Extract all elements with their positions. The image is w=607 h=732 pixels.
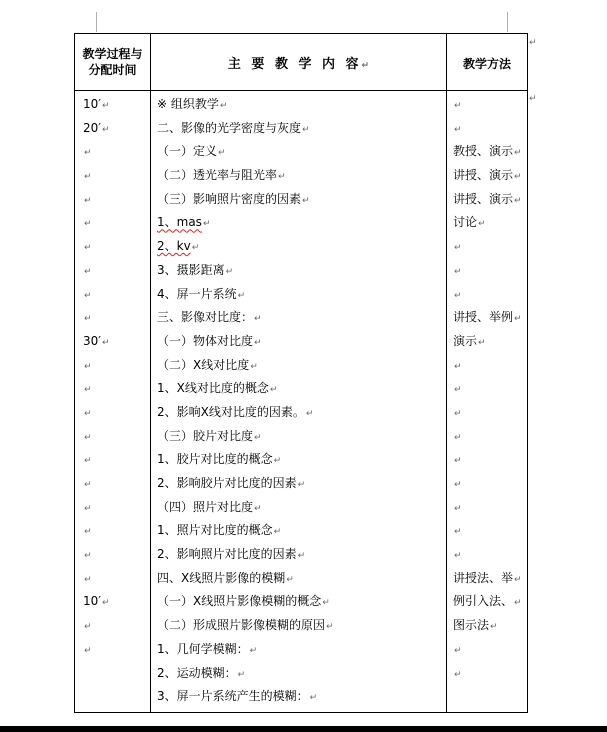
method-line <box>447 117 527 141</box>
paragraph-mark-icon: ↵ <box>322 598 330 609</box>
method-line-text: 讲授、演示 <box>453 191 514 206</box>
content-line <box>151 330 446 354</box>
paragraph-mark-icon: ↵ <box>478 337 486 348</box>
paragraph-mark-icon: ↵ <box>250 361 258 372</box>
method-line <box>447 259 527 283</box>
time-line <box>75 496 150 520</box>
paragraph-mark-icon: ↵ <box>478 219 486 230</box>
paragraph-mark-icon: ↵ <box>102 101 110 111</box>
method-line-text: 讨论 <box>453 215 478 230</box>
method-line <box>447 638 527 662</box>
header-method-cell <box>447 34 528 91</box>
paragraph-mark-icon: ↵ <box>454 645 462 656</box>
paragraph-mark-icon: ↵ <box>454 669 462 680</box>
paragraph-mark-icon: ↵ <box>514 574 522 585</box>
content-line <box>151 685 446 709</box>
content-line-text: 1、几何学模糊： <box>157 641 249 656</box>
paragraph-mark-icon: ↵ <box>84 622 92 633</box>
paragraph-mark-icon: ↵ <box>529 94 537 104</box>
time-line <box>75 472 150 496</box>
time-line <box>75 425 150 449</box>
method-line <box>447 354 527 378</box>
time-column <box>75 91 151 713</box>
method-line <box>447 662 527 686</box>
content-line-text: 2、运动模糊： <box>157 665 237 680</box>
paragraph-mark-icon: ↵ <box>84 432 92 443</box>
content-line <box>151 164 446 188</box>
time-line-text: 10′ <box>83 97 101 111</box>
paragraph-mark-icon: ↵ <box>84 290 92 301</box>
method-line-text: 教授、演示 <box>453 144 514 159</box>
content-line-text: 1、X线对比度的概念 <box>157 381 269 396</box>
method-line-text: 演示 <box>453 333 478 348</box>
paragraph-mark-icon: ↵ <box>202 219 211 230</box>
time-line <box>75 211 150 235</box>
paragraph-mark-icon: ↵ <box>102 337 110 348</box>
method-line <box>447 164 527 188</box>
content-line-text: 2、影响胶片对比度的因素 <box>157 476 297 490</box>
crop-mark-left <box>96 12 97 32</box>
header-method-label: 教学方法 <box>462 56 511 71</box>
content-line-text: （二）透光率与阻光率 <box>157 168 278 183</box>
paragraph-mark-icon: ↵ <box>305 408 314 419</box>
paragraph-mark-icon: ↵ <box>84 645 92 656</box>
content-line <box>151 259 446 283</box>
method-line-text: 讲授法、举 <box>453 570 514 585</box>
method-line <box>447 306 527 330</box>
content-line <box>151 590 446 614</box>
time-line <box>75 117 150 141</box>
paragraph-mark-icon: ↵ <box>84 243 92 254</box>
content-line <box>151 614 446 638</box>
time-lines <box>75 91 150 662</box>
paragraph-mark-icon: ↵ <box>454 456 462 467</box>
paragraph-mark-icon: ↵ <box>84 314 92 325</box>
content-line-text: 三、影像对比度： <box>157 310 254 325</box>
content-line <box>151 93 446 117</box>
method-line <box>447 590 527 614</box>
content-line <box>151 638 446 662</box>
method-lines <box>447 91 527 685</box>
header-content-label: 主 要 教 学 内 容 <box>227 56 362 72</box>
crop-mark-right <box>507 12 508 32</box>
content-line-text: 3、屏一片系统产生的模糊： <box>157 689 309 704</box>
content-line <box>151 472 446 496</box>
content-line <box>151 235 446 259</box>
paragraph-mark-icon: ↵ <box>286 574 294 585</box>
paragraph-mark-icon: ↵ <box>309 693 318 704</box>
paragraph-mark-icon: ↵ <box>84 408 92 419</box>
method-column <box>447 91 528 713</box>
method-line <box>447 283 527 307</box>
content-line-text: （四）照片对比度 <box>157 499 254 514</box>
time-line <box>75 330 150 354</box>
time-line <box>75 614 150 638</box>
paragraph-mark-icon: ↵ <box>273 527 282 538</box>
paragraph-mark-icon: ↵ <box>297 480 306 490</box>
paragraph-mark-icon: ↵ <box>254 503 262 514</box>
paragraph-mark-icon: ↵ <box>84 503 92 514</box>
time-line <box>75 354 150 378</box>
paragraph-mark-icon: ↵ <box>514 598 522 609</box>
bottom-edge-bar <box>0 726 607 732</box>
paragraph-mark-icon: ↵ <box>84 456 92 467</box>
method-line-text: 图示法 <box>453 618 490 633</box>
time-line <box>75 543 150 567</box>
content-line <box>151 448 446 472</box>
paragraph-mark-icon: ↵ <box>514 148 522 159</box>
content-line-text: （二）形成照片影像模糊的原因 <box>157 618 326 633</box>
time-line <box>75 164 150 188</box>
content-line <box>151 543 446 567</box>
time-line <box>75 567 150 591</box>
paragraph-mark-icon: ↵ <box>84 266 92 277</box>
paragraph-mark-icon: ↵ <box>297 551 306 562</box>
paragraph-mark-icon: ↵ <box>490 622 498 633</box>
content-line <box>151 377 446 401</box>
content-line <box>151 425 446 449</box>
paragraph-mark-icon: ↵ <box>254 432 262 443</box>
method-line <box>447 472 527 496</box>
content-lines <box>151 91 446 709</box>
paragraph-mark-icon: ↵ <box>454 266 462 277</box>
paragraph-mark-icon: ↵ <box>454 290 462 301</box>
method-line <box>447 496 527 520</box>
method-line <box>447 93 527 117</box>
method-line <box>447 567 527 591</box>
method-line-text: 例引入法、 <box>453 594 514 609</box>
method-line <box>447 614 527 638</box>
header-time-cell <box>75 34 151 91</box>
time-line <box>75 590 150 614</box>
time-line <box>75 306 150 330</box>
content-line-text: 2、影响照片对比度的因素 <box>157 547 297 562</box>
time-line <box>75 140 150 164</box>
content-line <box>151 117 446 141</box>
header-content-cell <box>151 34 447 91</box>
time-line <box>75 235 150 259</box>
paragraph-mark-icon: ↵ <box>218 148 226 159</box>
paragraph-mark-icon: ↵ <box>84 148 92 159</box>
paragraph-mark-icon: ↵ <box>454 385 462 396</box>
method-line <box>447 140 527 164</box>
table-header-row <box>75 34 528 91</box>
method-line <box>447 211 527 235</box>
content-line-text: 4、屏一片系统 <box>157 286 237 301</box>
time-line <box>75 448 150 472</box>
method-line <box>447 377 527 401</box>
time-line <box>75 638 150 662</box>
content-line <box>151 401 446 425</box>
paragraph-mark-icon: ↵ <box>219 101 228 111</box>
header-time-label: 教学过程与分配时间 <box>82 47 143 77</box>
time-line <box>75 377 150 401</box>
paragraph-mark-icon: ↵ <box>302 124 310 135</box>
time-line <box>75 188 150 212</box>
paragraph-mark-icon: ↵ <box>84 172 92 183</box>
paragraph-mark-icon: ↵ <box>454 243 462 254</box>
content-line <box>151 567 446 591</box>
content-line <box>151 140 446 164</box>
paragraph-mark-icon: ↵ <box>454 408 462 419</box>
content-line-text: （三）胶片对比度 <box>157 428 254 443</box>
paragraph-mark-icon: ↵ <box>454 551 462 562</box>
time-line <box>75 259 150 283</box>
method-line <box>447 448 527 472</box>
paragraph-mark-icon: ↵ <box>454 480 462 490</box>
paragraph-mark-icon: ↵ <box>326 622 334 633</box>
paragraph-mark-icon: ↵ <box>454 361 462 372</box>
paragraph-mark-icon: ↵ <box>237 290 246 301</box>
time-line <box>75 519 150 543</box>
paragraph-mark-icon: ↵ <box>273 456 282 467</box>
paragraph-mark-icon: ↵ <box>514 195 522 206</box>
content-line-text: ※ 组织教学 <box>157 97 219 111</box>
method-line <box>447 543 527 567</box>
paragraph-mark-icon: ↵ <box>102 124 110 135</box>
time-line <box>75 283 150 307</box>
content-line-text: （三）影响照片密度的因素 <box>157 191 302 206</box>
paragraph-mark-icon: ↵ <box>102 598 110 609</box>
paragraph-mark-icon: ↵ <box>454 503 462 514</box>
content-line <box>151 188 446 212</box>
paragraph-mark-icon: ↵ <box>269 385 278 396</box>
table-body-row <box>75 91 528 713</box>
content-line <box>151 662 446 686</box>
paragraph-mark-icon: ↵ <box>84 574 92 585</box>
content-line <box>151 519 446 543</box>
paragraph-mark-icon: ↵ <box>84 385 92 396</box>
method-line <box>447 235 527 259</box>
content-line <box>151 306 446 330</box>
time-line-text: 30′ <box>83 333 101 348</box>
paragraph-mark-icon: ↵ <box>84 361 92 372</box>
method-line <box>447 188 527 212</box>
paragraph-mark-icon: ↵ <box>84 480 92 490</box>
paragraph-mark-icon: ↵ <box>254 337 262 348</box>
paragraph-mark-icon: ↵ <box>237 669 246 680</box>
paragraph-mark-icon: ↵ <box>514 172 522 183</box>
content-line-text: 四、X线照片影像的模糊 <box>157 570 286 585</box>
content-line-text: （一）定义 <box>157 144 218 159</box>
time-line-text: 10′ <box>83 594 101 609</box>
content-line <box>151 283 446 307</box>
paragraph-mark-icon: ↵ <box>84 527 92 538</box>
content-line-text: 2、kv <box>157 239 191 254</box>
method-line <box>447 330 527 354</box>
paragraph-mark-icon: ↵ <box>225 266 234 277</box>
content-line-text: 1、mas <box>157 215 202 230</box>
content-line <box>151 354 446 378</box>
time-line-text: 20′ <box>83 120 101 135</box>
paragraph-mark-icon: ↵ <box>84 195 92 206</box>
paragraph-mark-icon: ↵ <box>84 551 92 562</box>
method-line <box>447 519 527 543</box>
content-line-text: 2、影响X线对比度的因素。 <box>157 404 305 419</box>
method-line-text: 讲授、举例 <box>453 310 514 325</box>
paragraph-mark-icon: ↵ <box>249 645 258 656</box>
method-line <box>447 425 527 449</box>
content-line <box>151 211 446 235</box>
paragraph-mark-icon: ↵ <box>278 172 286 183</box>
lesson-plan-table <box>74 33 528 713</box>
content-column <box>151 91 447 713</box>
content-line-text: 3、摄影距离 <box>157 262 225 277</box>
paragraph-mark-icon: ↵ <box>84 219 92 230</box>
content-line-text: （一）物体对比度 <box>157 333 254 348</box>
time-line <box>75 401 150 425</box>
time-line <box>75 93 150 117</box>
content-line-text: 二、影像的光学密度与灰度 <box>157 120 302 135</box>
content-line-text: 1、胶片对比度的概念 <box>157 452 273 467</box>
content-line-text: 1、照片对比度的概念 <box>157 523 273 538</box>
content-line-text: （二）X线对比度 <box>157 357 250 372</box>
paragraph-mark-icon: ↵ <box>454 527 462 538</box>
method-line-text: 讲授、演示 <box>453 168 514 183</box>
paragraph-mark-icon: ↵ <box>514 314 522 325</box>
paragraph-mark-icon: ↵ <box>191 243 200 254</box>
paragraph-mark-icon: ↵ <box>454 101 462 111</box>
paragraph-mark-icon: ↵ <box>454 432 462 443</box>
method-line <box>447 401 527 425</box>
paragraph-mark-icon: ↵ <box>302 195 310 206</box>
paragraph-mark-icon: ↵ <box>454 124 462 135</box>
paragraph-mark-icon: ↵ <box>529 38 537 48</box>
paragraph-mark-icon: ↵ <box>361 60 370 71</box>
content-line <box>151 496 446 520</box>
content-line-text: （一）X线照片影像模糊的概念 <box>157 594 322 609</box>
paragraph-mark-icon: ↵ <box>254 314 262 325</box>
